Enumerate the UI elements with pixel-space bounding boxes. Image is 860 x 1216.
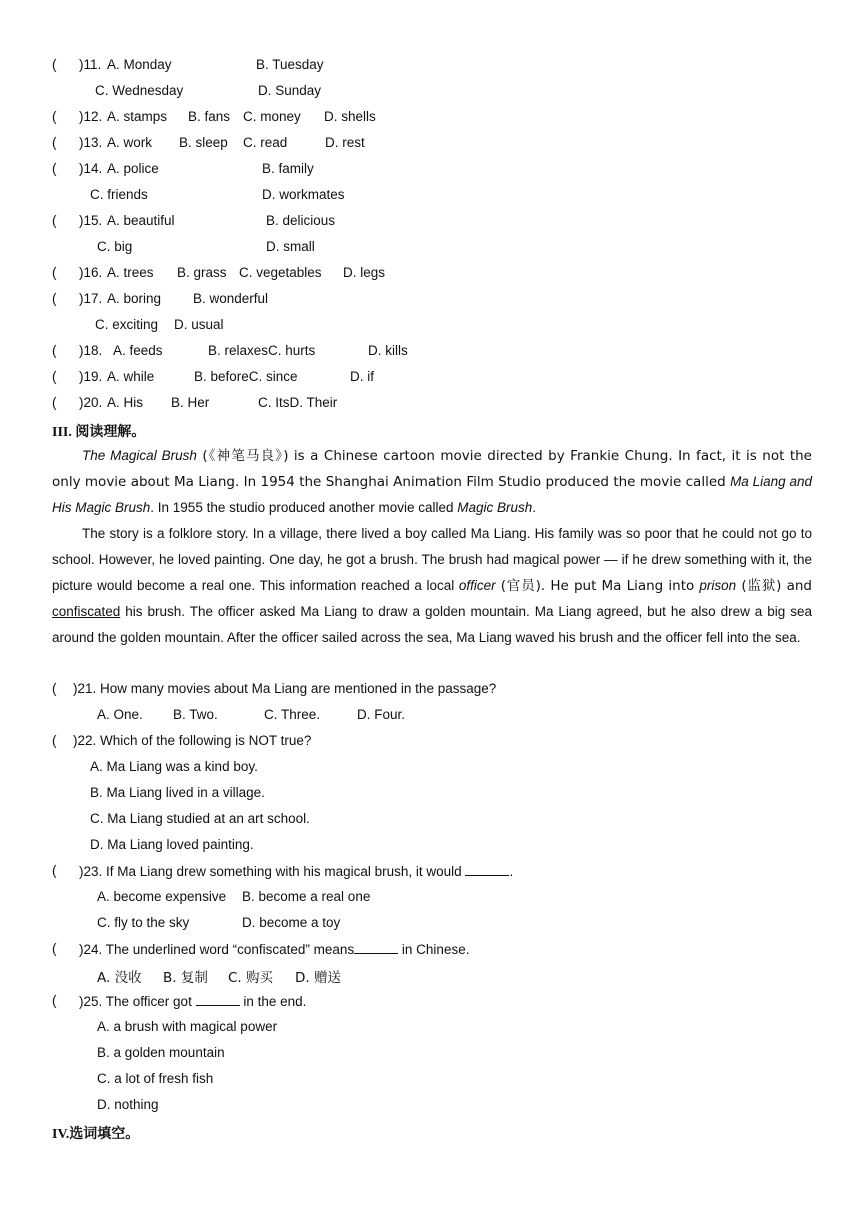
option-d: D. small <box>266 239 315 254</box>
option-c: C. vegetables <box>239 265 322 280</box>
answer-blank[interactable] <box>354 941 398 954</box>
option-c: C. money <box>243 109 301 124</box>
option-d: D. become a toy <box>242 915 341 930</box>
option-c-d: C. ItsD. Their <box>258 395 338 410</box>
option-a: A. 没收 <box>97 970 142 986</box>
option-a: A. while <box>107 369 155 384</box>
option-d: D. Ma Liang loved painting. <box>90 837 254 852</box>
answer-blank[interactable] <box>465 863 509 876</box>
question-stem: )24. The underlined word “confiscated” means in Chinese. <box>79 942 470 957</box>
question-number: )20. <box>79 395 103 410</box>
answer-paren[interactable]: ( <box>52 109 57 124</box>
answer-paren[interactable]: ( <box>52 265 57 280</box>
option-d: D. workmates <box>262 187 345 202</box>
option-a: A. a brush with magical power <box>97 1019 278 1034</box>
option-a: A. One. <box>97 707 143 722</box>
option-b-c: B. beforeC. since <box>194 369 298 384</box>
answer-paren[interactable]: ( <box>52 213 57 228</box>
option-d: D. shells <box>324 109 376 124</box>
option-c: C. 购买 <box>228 970 274 986</box>
answer-paren[interactable]: ( <box>52 941 57 956</box>
option-c: C. Three. <box>264 707 321 722</box>
question-stem: )23. If Ma Liang drew something with his magical brush, it would . <box>79 864 514 879</box>
option-b: B. Tuesday <box>256 57 324 72</box>
option-c: C. fly to the sky <box>97 915 190 930</box>
passage-paragraph-1: The Magical Brush (《神笔马良》) is a Chinese cartoon movie directed by Frankie Chung. In fact, it is not the only movie about Ma Liang. In 1954 the Shanghai Animation Film Studio produced the movie called Ma Liang and His Magic Brush. In 1955 the studio produced another movie called Magic Brush. <box>52 448 812 515</box>
option-a: A. trees <box>107 265 154 280</box>
answer-paren[interactable]: ( <box>52 57 57 72</box>
question-number: )13. <box>79 135 103 150</box>
question-number: )18. <box>79 343 103 358</box>
option-b: B. delicious <box>266 213 336 228</box>
question-number: )11. <box>79 57 102 72</box>
question-number: )15. <box>79 213 103 228</box>
movie-title: The Magical Brush <box>82 448 197 463</box>
option-a: A. beautiful <box>107 213 175 228</box>
option-d: D. rest <box>325 135 365 150</box>
option-d: D. Four. <box>357 707 406 722</box>
answer-paren[interactable]: ( <box>52 291 57 306</box>
option-a: A. work <box>107 135 153 150</box>
option-c: C. friends <box>90 187 148 202</box>
movie-title: Magic Brush <box>457 500 533 515</box>
option-d: D. nothing <box>97 1097 159 1112</box>
section-heading-word-fill: IV.选词填空。 <box>52 1127 140 1142</box>
answer-paren[interactable]: ( <box>52 343 57 358</box>
option-b: B. sleep <box>179 135 228 150</box>
answer-blank[interactable] <box>196 993 240 1006</box>
option-b: B. grass <box>177 265 227 280</box>
option-a: A. His <box>107 395 144 410</box>
option-c: C. a lot of fresh fish <box>97 1071 214 1086</box>
option-b: B. fans <box>188 109 231 124</box>
option-a: A. stamps <box>107 109 168 124</box>
option-b: B. family <box>262 161 314 176</box>
option-c: C. exciting <box>95 317 159 332</box>
answer-paren[interactable]: ( <box>52 135 57 150</box>
option-d: D. kills <box>368 343 408 358</box>
option-b: B. Ma Liang lived in a village. <box>90 785 265 800</box>
option-b: B. 复制 <box>163 970 208 986</box>
answer-paren[interactable]: ( <box>52 681 57 696</box>
option-d: D. legs <box>343 265 386 280</box>
answer-paren[interactable]: ( <box>52 733 57 748</box>
option-d: D. 赠送 <box>295 970 341 986</box>
option-b: B. wonderful <box>193 291 269 306</box>
option-c: C. Ma Liang studied at an art school. <box>90 811 310 826</box>
option-a: A. Monday <box>107 57 172 72</box>
option-d: D. usual <box>174 317 224 332</box>
option-a: A. feeds <box>113 343 163 358</box>
option-b: B. Her <box>171 395 210 410</box>
option-b: B. become a real one <box>242 889 371 904</box>
question-stem: )22. Which of the following is NOT true? <box>73 733 312 748</box>
option-c: C. read <box>243 135 288 150</box>
answer-paren[interactable]: ( <box>52 863 57 878</box>
keyword-officer: officer <box>458 578 496 593</box>
section-heading-reading: III. 阅读理解。 <box>52 425 146 440</box>
answer-paren[interactable]: ( <box>52 369 57 384</box>
option-a: A. Ma Liang was a kind boy. <box>90 759 258 774</box>
answer-paren[interactable]: ( <box>52 993 57 1008</box>
question-number: )14. <box>79 161 103 176</box>
option-c: C. Wednesday <box>95 83 184 98</box>
option-c: C. big <box>97 239 133 254</box>
underlined-word-confiscated: confiscated <box>52 604 121 619</box>
option-d: D. if <box>350 369 375 384</box>
question-number: )19. <box>79 369 103 384</box>
question-number: )17. <box>79 291 103 306</box>
option-b: B. Two. <box>173 707 218 722</box>
movie-title: Ma Liang and His Magic Brush <box>52 474 812 515</box>
option-d: D. Sunday <box>258 83 322 98</box>
option-b-c: B. relaxesC. hurts <box>208 343 316 358</box>
option-b: B. a golden mountain <box>97 1045 225 1060</box>
option-a: A. become expensive <box>97 889 227 904</box>
question-number: )12. <box>79 109 103 124</box>
option-a: A. police <box>107 161 159 176</box>
question-stem: )21. How many movies about Ma Liang are mentioned in the passage? <box>73 681 497 696</box>
option-a: A. boring <box>107 291 162 306</box>
keyword-prison: prison <box>699 578 737 593</box>
question-stem: )25. The officer got in the end. <box>79 994 307 1009</box>
answer-paren[interactable]: ( <box>52 161 57 176</box>
passage-paragraph-2: The story is a folklore story. In a village, there lived a boy called Ma Liang. His family was so poor that he could not go to school. However, he loved painting. One day, he got a brush. The brush had magical power — if he drew something with it, the picture would become a real one. This information reached a local officer (官员). He put Ma Liang into prison (监狱) and confiscated his brush. The officer asked Ma Liang to draw a golden mountain. Ma Liang agreed, but he also drew a big sea around the golden mountain. After the officer sailed across the sea, Ma Liang waved his brush and the officer fell into the sea. <box>52 526 812 645</box>
question-number: )16. <box>79 265 103 280</box>
answer-paren[interactable]: ( <box>52 395 57 410</box>
